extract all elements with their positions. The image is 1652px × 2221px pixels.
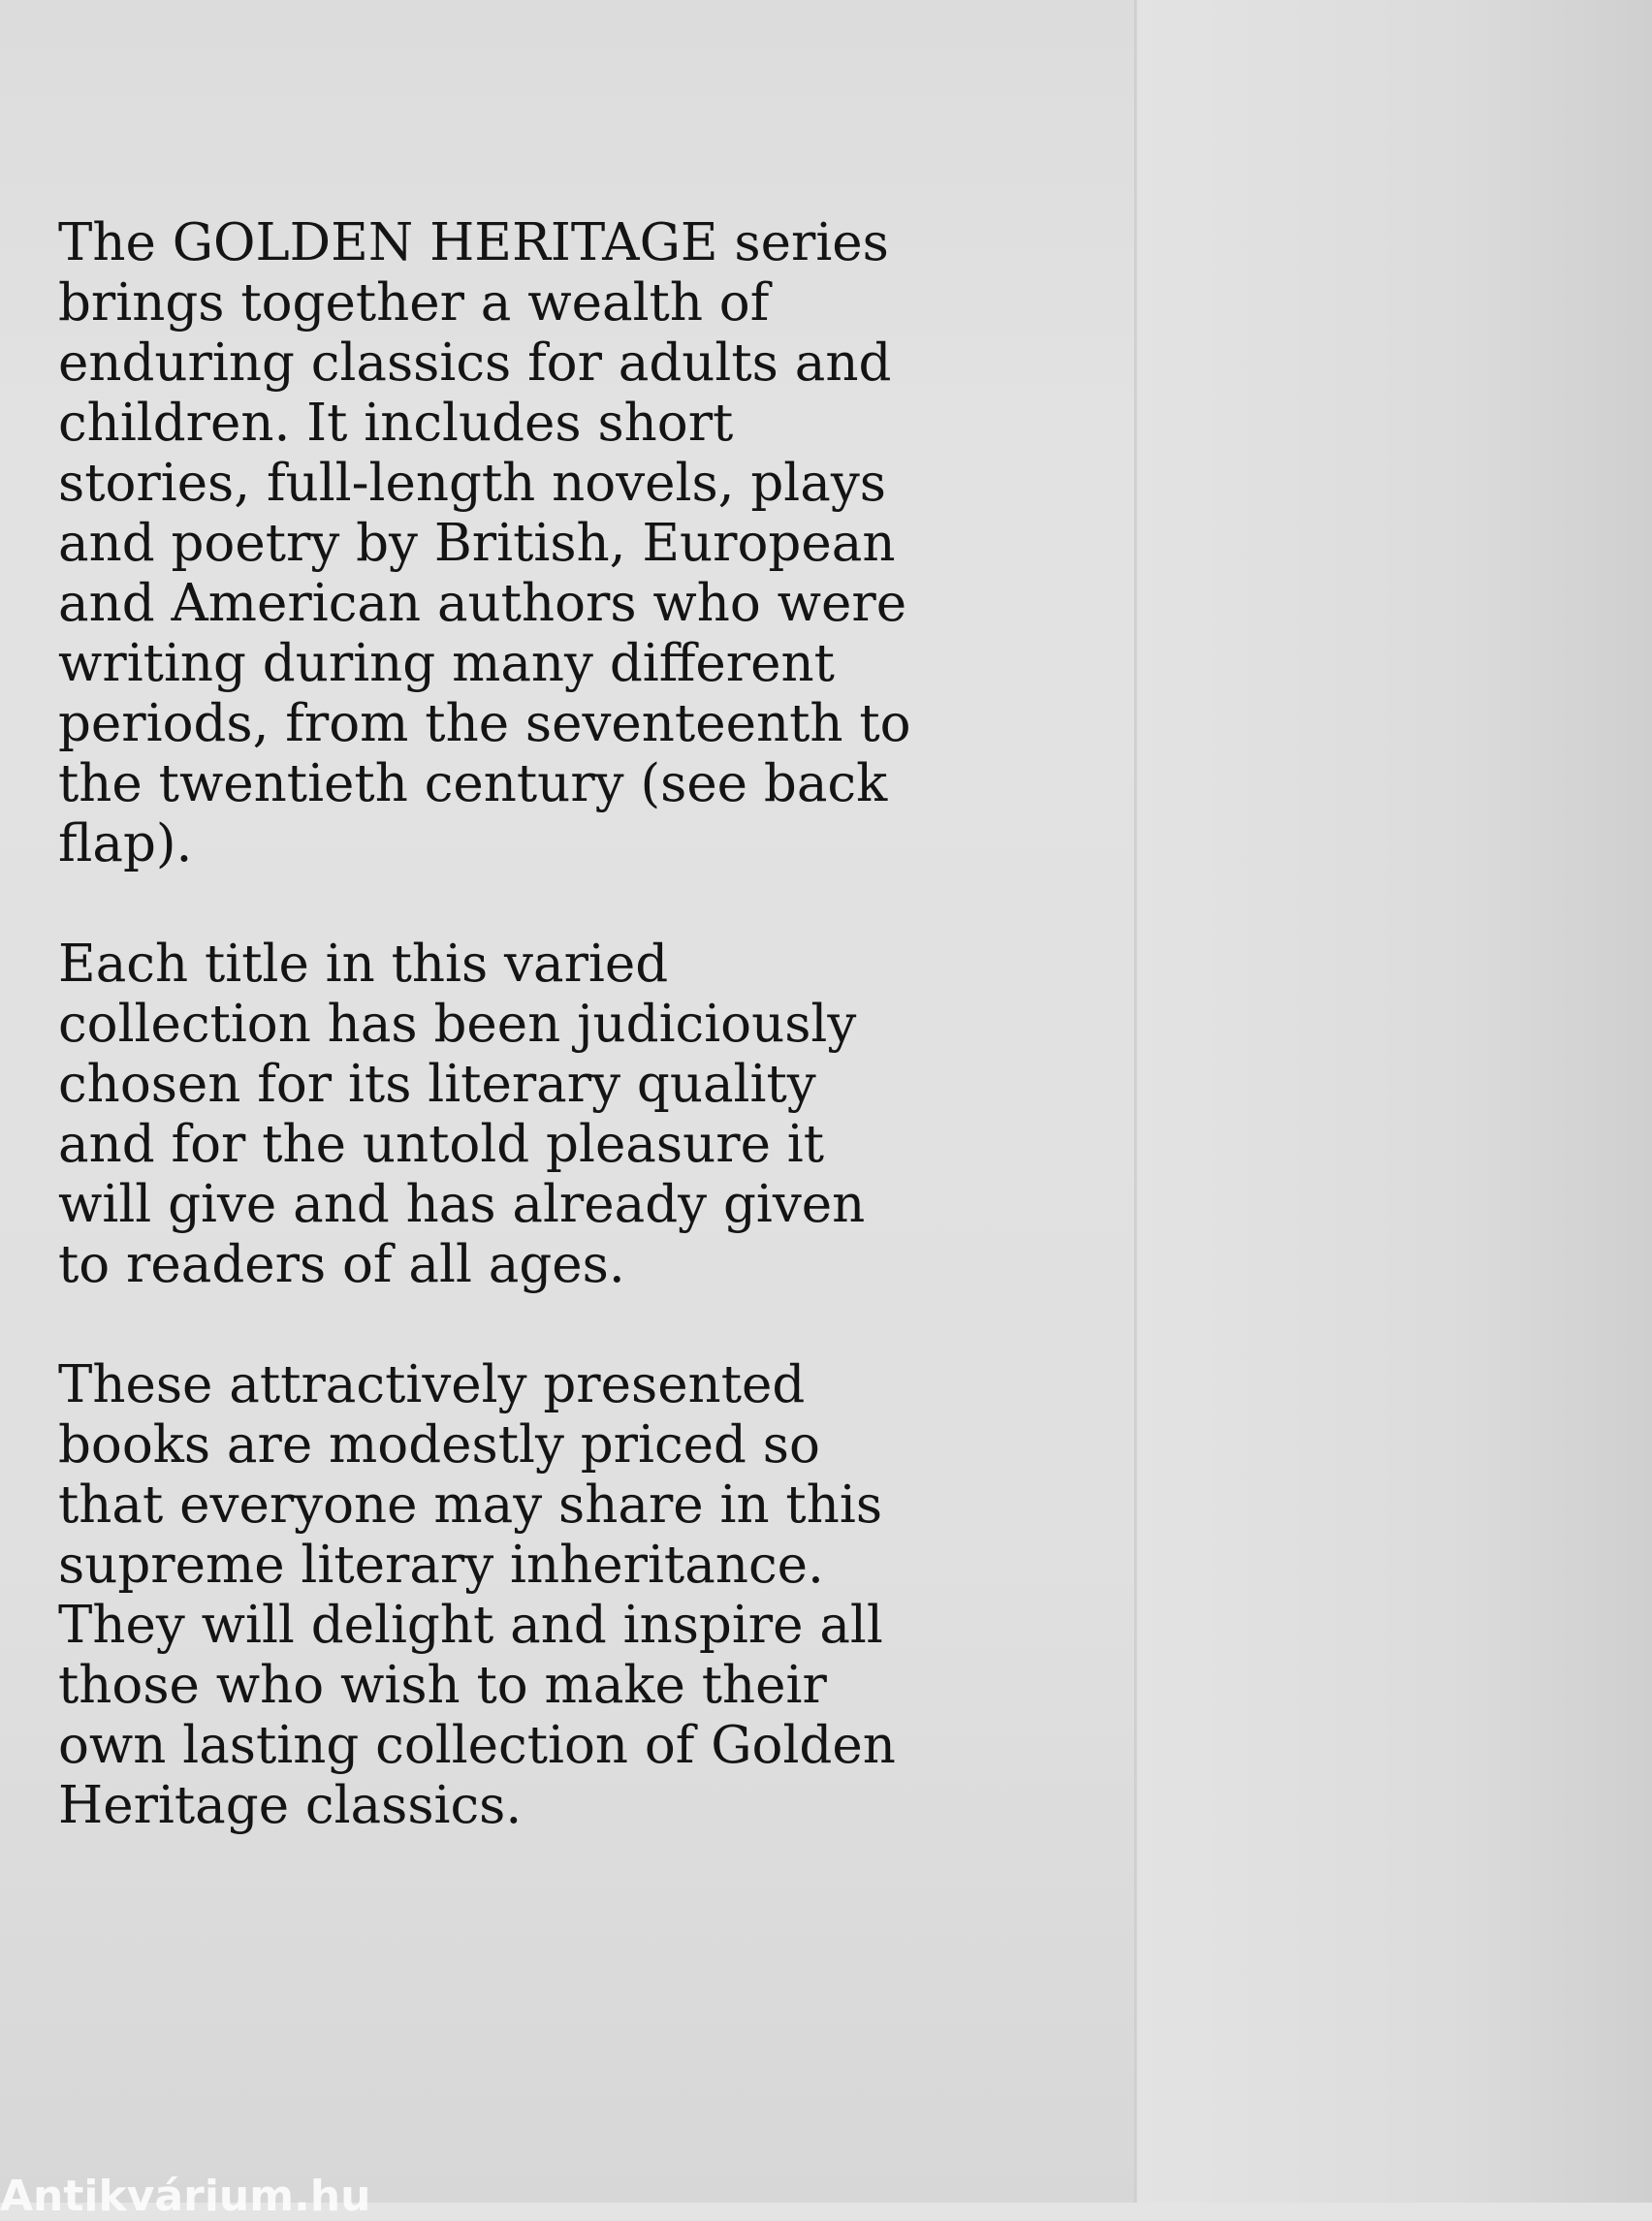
text-line: books are modestly priced so [58, 1415, 820, 1475]
text-line: They will delight and inspire all [58, 1596, 883, 1655]
text-line: collection has been judiciously [58, 995, 857, 1054]
text-line: stories, full-length novels, plays [58, 454, 886, 513]
text-line: Each title in this varied [58, 935, 669, 994]
text-line: These attractively presented [58, 1355, 806, 1414]
paragraph-2 [58, 935, 1028, 1295]
text-line: brings together a wealth of [58, 273, 770, 333]
text-line: children. It includes short [58, 394, 734, 453]
text-line: those who wish to make their [58, 1656, 827, 1715]
text-line: and American authors who were [58, 574, 907, 633]
text-line: Heritage classics. [58, 1776, 523, 1835]
text-line: supreme literary inheritance. [58, 1536, 824, 1595]
text-line: The GOLDEN HERITAGE series [58, 213, 889, 272]
text-line: chosen for its literary quality [58, 1055, 816, 1114]
paragraph-3 [58, 1355, 1028, 1836]
text-line: that everyone may share in this [58, 1475, 883, 1535]
watermark: Antikvárium.hu [0, 2172, 371, 2221]
text-line: to readers of all ages. [58, 1235, 625, 1294]
text-line: and poetry by British, European [58, 514, 896, 573]
text-line: flap). [58, 814, 193, 873]
text-line: will give and has already given [58, 1175, 866, 1234]
text-line: enduring classics for adults and [58, 333, 892, 393]
text-line: writing during many different [58, 634, 835, 693]
text-line: periods, from the seventeenth to [58, 694, 911, 753]
right-panel [1137, 0, 1652, 2203]
text-line: own lasting collection of Golden [58, 1716, 896, 1775]
paragraph-1 [58, 213, 1028, 874]
flap-text [58, 213, 1028, 1896]
text-line: and for the untold pleasure it [58, 1115, 825, 1174]
text-line: the twentieth century (see back [58, 754, 888, 813]
